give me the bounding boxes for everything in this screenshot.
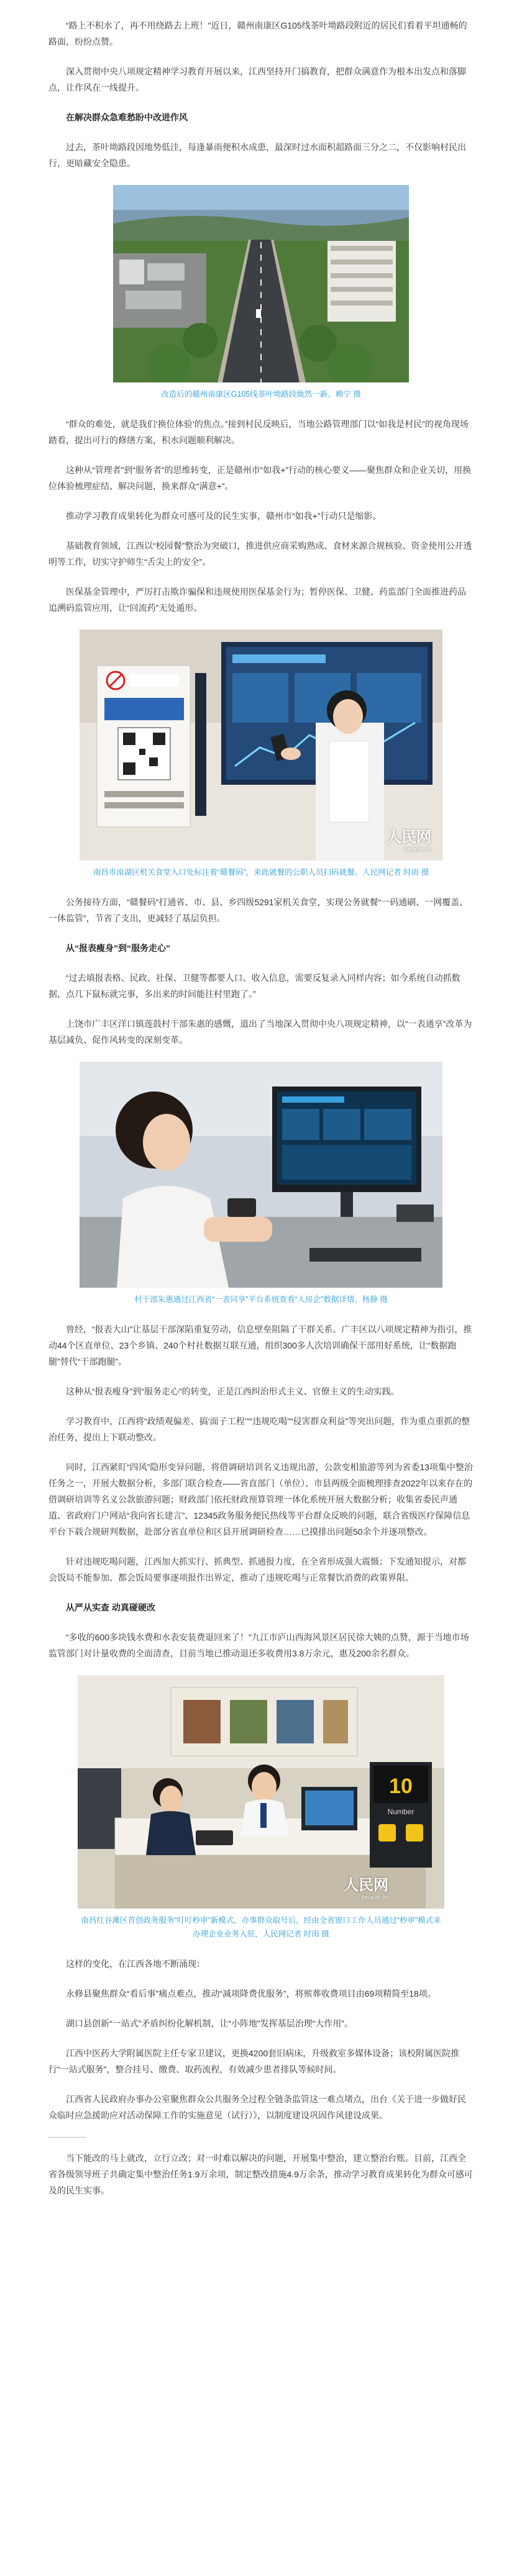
article-paragraph: 深入贯彻中央八项规定精神学习教育开展以来，江西坚持开门搞教育，把群众满意作为根本出发点和落脚点，让作风在一线提升。 bbox=[48, 66, 466, 93]
watermark-url: people.cn bbox=[404, 846, 431, 853]
article-paragraph: 同时，江西紧盯“四风”隐形变异问题，将借调研培训名义违规出游，公款变相旅游等列为省委13项集中整治任务之一，开展大数据分析，多部门联合检查——省直部门（单位）、市县两级全面梳理排查2022年以来存在的借调研培训等名义公款旅游问题；财政部门依托财政预算管理一体化系统开展大数据分析；收集省委民声通道、省政府门户网站“我向省长建言”、12345政务服务便民热线等平台群众反映的问题，联合省级医疗保障信息平台下载合规研判数据，赴部分省直单位和区县开展调研检查……已摸排出问题50余个并逐项整改。 bbox=[48, 1462, 473, 1537]
watermark-brand: 人民网 bbox=[387, 828, 431, 846]
figure-road bbox=[113, 185, 409, 401]
article-paragraph: 学习教育中，江西将“政绩观偏差、搞‘面子工程’”“违规吃喝”“侵害群众利益”等突出问题，作为重点重抓的整治任务，提出上下联动整改。 bbox=[48, 1416, 470, 1442]
article-paragraph: 湖口县创新“一站式”矛盾纠纷化解机制，让“小阵地”发挥基层治理“大作用”。 bbox=[66, 2018, 353, 2028]
article-paragraph: 医保基金管理中，严厉打击欺诈骗保和违规使用医保基金行为；暂停医保、卫健、药监部门全面推进药品追溯码监管应用，让“回流药”无处遁形。 bbox=[48, 587, 466, 613]
article-paragraph: 过去，茶叶坳路段因地势低洼，每逢暴雨便积水成患，最深时过水面积超路面三分之二，不仅影响村民出行，更暗藏安全隐患。 bbox=[48, 142, 466, 168]
road-aerial-photo bbox=[113, 185, 409, 382]
queue-number-label: Number bbox=[387, 1807, 414, 1816]
canteen-qr-photo bbox=[80, 630, 442, 861]
article-paragraph: 江西省人民政府办事办公室聚焦群众公共服务全过程全链条监管这一难点堵点，出台《关于进一步做好民众临时应急援助应对活动保障工作的实施意见（试行）》，以制度建设巩固作风建设成果。 bbox=[48, 2094, 466, 2120]
section-divider bbox=[48, 2137, 86, 2138]
article-paragraph: 上饶市广丰区洋口镇莲鼓村干部朱惠的感慨，道出了当地深入贯彻中央八项规定精神，以“一表通享”改革为基层减负、促作风转变的深刻变革。 bbox=[48, 1019, 472, 1045]
watermark-brand: 人民网 bbox=[344, 1876, 388, 1894]
official-computer-photo bbox=[80, 1062, 442, 1288]
figure-canteen-qr bbox=[80, 630, 442, 879]
article-paragraph: “多收的600多块钱水费和水表安装费退回来了！”九江市庐山西海风景区居民徐大姨的点赞，源于当地市场监管部门对计量收费的全面清查，目前当地已推动退还多收费用3.8万余元，惠及200余名群众。 bbox=[48, 1632, 469, 1658]
article-paragraph: 当下能改的马上就改，立行立改；对一时难以解决的问题，开展集中整治，建立整治台账。目前，江西全省各级领导班子共确定集中整治任务1.9万余项，制定整改措施4.9万余条，推动学习教育成果转化为群众可感可及的民生实事。 bbox=[48, 2153, 473, 2195]
figure-service-hall bbox=[78, 1675, 444, 1941]
figure-caption: 南昌市南湖区机关食堂入口处标注着“赣餐码”，来此就餐的公职人员扫码就餐。人民网记者 时雨 摄 bbox=[93, 868, 429, 877]
figure-official-computer bbox=[80, 1062, 442, 1306]
article-paragraph: “过去填报表格、民政、社保、卫健等都要人口、收入信息，需要反复录入同样内容；如今系统自动抓数据，点几下鼠标就完事，多出来的时间能往村里跑了。” bbox=[48, 973, 460, 999]
article-paragraph: 公务接待方面，“赣餐码”打通省、市、县、乡四级5291家机关食堂，实现公务就餐“一码通刷、一网覆盖、一体监管”，节省了支出，更减轻了基层负担。 bbox=[48, 897, 469, 923]
figure-caption: 村干部朱惠通过江西省“一表同享”平台系统查看“人房企”数据详情。杨静 摄 bbox=[134, 1295, 388, 1304]
figure-caption: 南昌红谷滩区首创政务服务“叮叮秒审”新模式，办事群众取号后，经由全省窗口工作人员通过“秒审”模式来办理企业业务入驻，人民网记者 时雨 摄 bbox=[81, 1916, 441, 1938]
section-heading: 从“报表瘦身”到“服务走心” bbox=[66, 943, 170, 953]
watermark-url: people.cn bbox=[361, 1894, 388, 1901]
article-paragraph: 这种从“报表瘦身”到“服务走心”的转变，正是江西纠治形式主义、官僚主义的生动实践。 bbox=[66, 1386, 400, 1396]
figure-caption: 改造后的赣州南康区G105线茶叶坳路段焕然一新。赖宁 摄 bbox=[161, 390, 361, 399]
section-heading: 在解决群众急难愁盼中改进作风 bbox=[66, 112, 188, 122]
article-paragraph: 这样的变化，在江西各地不断涌现： bbox=[66, 1959, 205, 1969]
article-paragraph: 基础教育领域，江西以“校园餐”整治为突破口，推进供应商采购熟成、食材来源合规核验、资金使用公开透明等工作，切实守护师生“舌尖上的安全”。 bbox=[48, 541, 472, 567]
watermark-logo bbox=[344, 1873, 388, 1901]
watermark-logo bbox=[387, 825, 431, 853]
service-hall-photo bbox=[78, 1675, 444, 1909]
article-paragraph: “群众的难处，就是我们‘换位体验’的焦点。”接到村民反映后，当地公路管理部门以“如我是村民”的视角现场踏看，提出可行的修缮方案，积水问题顺利解决。 bbox=[48, 419, 469, 445]
article-paragraph: 永修县聚焦群众“看后事”痛点难点，推动“减项降费优服务”，将殡葬收费项目由69项精简至18项。 bbox=[66, 1989, 436, 1999]
article-paragraph: 曾经，“报表大山”让基层干部深陷重复劳动，信息壁垒阻隔了干群关系。广丰区以八项规定精神为指引，推动44个区直单位、23个乡镇、240个村社数据互联互通，组织300多人次培训确保干部用好系统，让“数据跑腿”替代“干部跑腿”。 bbox=[48, 1324, 472, 1367]
article-paragraph: 针对违规吃喝问题，江西加大抓实行、抓典型、抓通报力度，在全省形成强大震慑；下发通知提示，对都会饭局不能参加、都会饭局要事逐项报作出界定，推动了违规吃喝与正常餐饮消费的政策界限。 bbox=[48, 1557, 466, 1583]
article-paragraph: 江西中医药大学附属医院主任专家卫建议，更换4200套旧病床，升级救室多媒体设备；该校附属医院推行“一站式服务”，整合挂号、缴费、取药流程，有效减少患者排队等候时间。 bbox=[48, 2048, 460, 2074]
section-heading: 从严从实查 动真碰硬改 bbox=[66, 1602, 155, 1612]
article-paragraph: 推动学习教育成果转化为群众可感可及的民生实事，赣州市“如我+”行动只是缩影。 bbox=[66, 511, 382, 521]
article-paragraph: 这种从“管理者”到“服务者”的思维转变，正是赣州市“如我+”行动的核心要义——聚焦群众和企业关切，用换位体验梳理症结、解决问题，换来群众“满意+”。 bbox=[48, 465, 472, 491]
queue-number-display: 10 bbox=[389, 1774, 413, 1798]
article-paragraph: “路上不积水了，再不用绕路去上班！”近日，赣州南康区G105线茶叶坳路段附近的居民们看着平坦通畅的路面，纷纷点赞。 bbox=[48, 20, 467, 47]
